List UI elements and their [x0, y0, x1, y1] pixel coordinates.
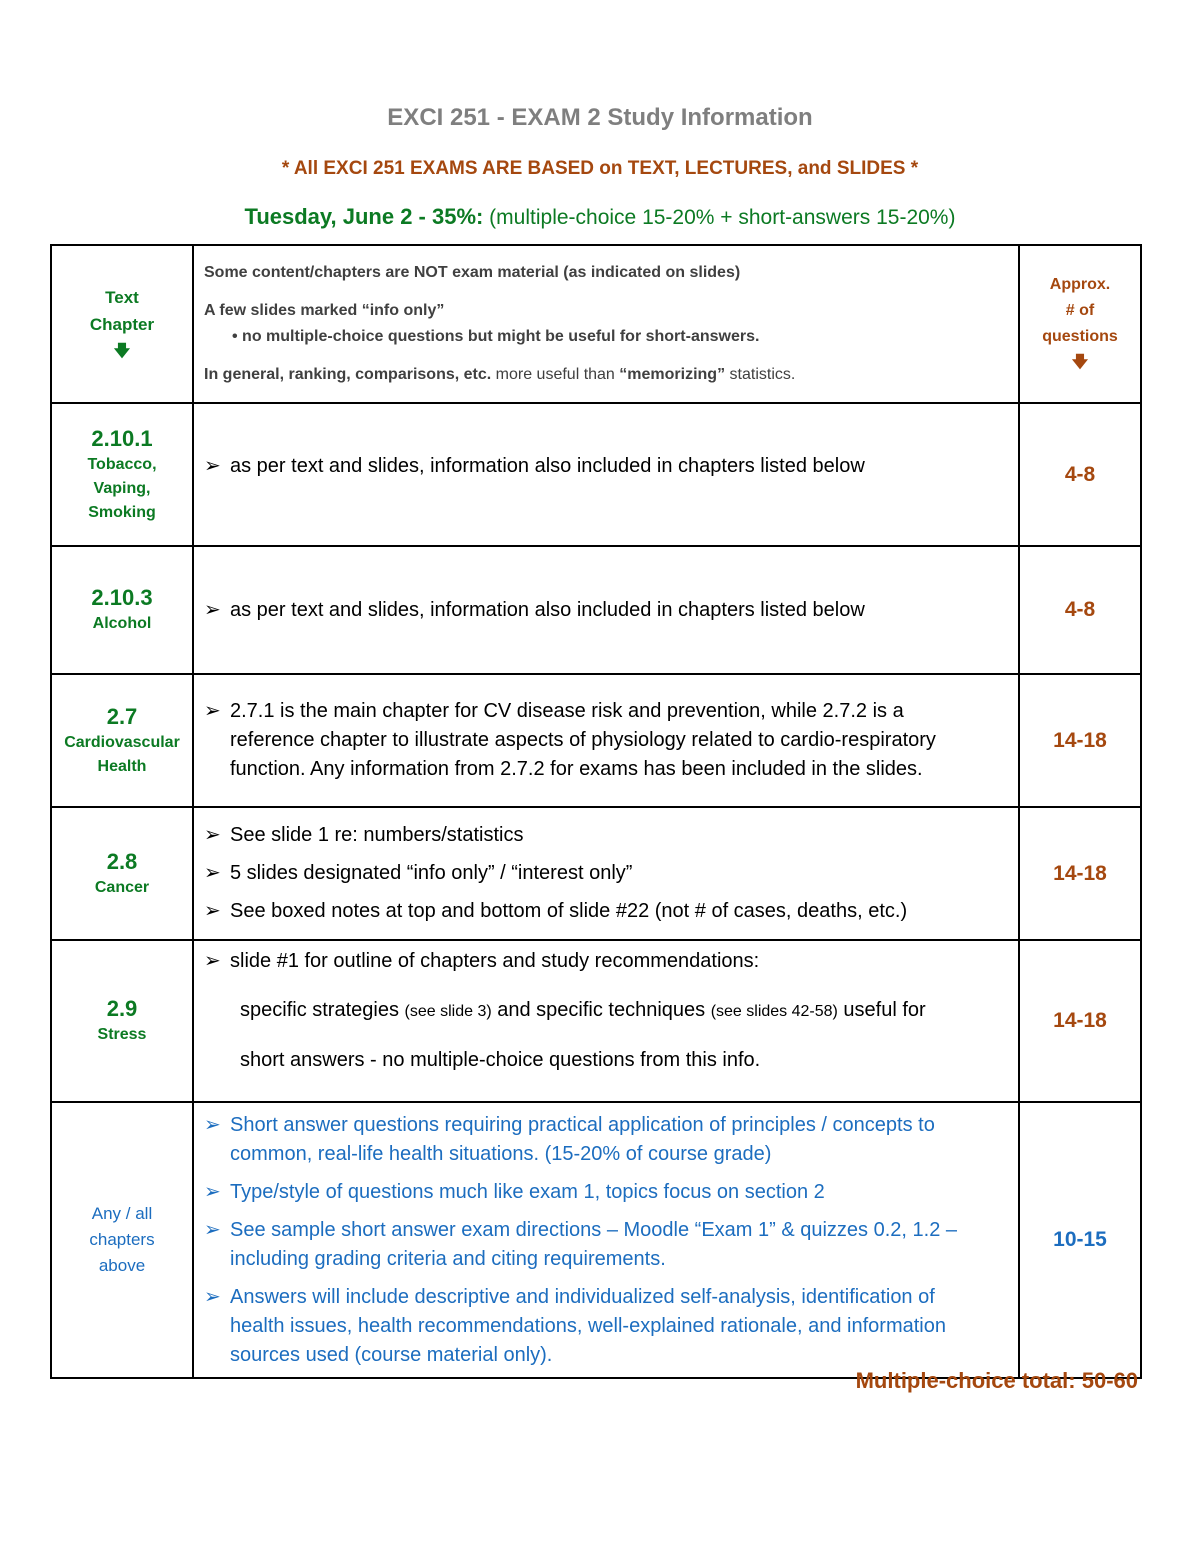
study-notes-cell — [193, 807, 1019, 940]
study-table — [50, 244, 1142, 1379]
study-note-part: and specific techniques — [491, 999, 711, 1021]
chapter-name: Tobacco, — [87, 455, 157, 473]
study-note: See sample short answer exam directions – Moodle “Exam 1” & quizzes 0.2, 1.2 – — [230, 1218, 958, 1241]
note-ranking-part: “memorizing” — [619, 366, 726, 383]
table-row — [51, 546, 1141, 674]
chapter-number: 2.10.1 — [91, 425, 153, 451]
chapter-cell — [51, 403, 193, 546]
study-note: See slide 1 re: numbers/statistics — [230, 824, 524, 846]
question-count: 14-18 — [1019, 807, 1141, 940]
exam-date: Tuesday, June 2 - 35%: — [244, 204, 484, 229]
header-approx-label: Approx. — [1049, 276, 1111, 293]
chapter-number: 2.8 — [106, 848, 138, 874]
study-note: 5 slides designated “info only” / “interest only” — [230, 862, 633, 884]
study-note: Answers will include descriptive and individualized self-analysis, identification of — [230, 1285, 935, 1308]
study-note-part: specific strategies — [240, 999, 405, 1021]
bullet-arrow-icon: ➢ — [204, 1285, 221, 1308]
note-ranking-part: statistics. — [725, 366, 796, 383]
question-count: 14-18 — [1019, 940, 1141, 1102]
chapter-cell — [51, 940, 193, 1102]
page-title: EXCI 251 - EXAM 2 Study Information — [387, 104, 813, 131]
study-note: 2.7.1 is the main chapter for CV disease risk and prevention, while 2.7.2 is a — [230, 700, 904, 722]
chapter-name: Health — [97, 757, 147, 775]
note-ranking — [204, 362, 1018, 388]
study-notes-cell — [193, 940, 1019, 1102]
table-row — [51, 940, 1141, 1102]
note-ranking-part: more useful than — [491, 366, 620, 383]
header-chapter-label: Chapter — [89, 314, 155, 334]
study-note-part: (see slide 3) — [404, 1003, 492, 1020]
header-chapter-cell — [51, 245, 193, 403]
question-count: 4-8 — [1019, 546, 1141, 674]
chapter-name: Any / all — [91, 1204, 153, 1223]
study-notes-cell — [193, 1102, 1019, 1378]
chapter-cell — [51, 1102, 193, 1378]
header-text-label: Text — [105, 287, 139, 307]
study-note-part: useful for — [837, 999, 926, 1021]
bullet-arrow-icon: ➢ — [204, 455, 221, 477]
multiple-choice-total: Multiple-choice total: 50-60 — [855, 1368, 1138, 1393]
chapter-number: 2.10.3 — [91, 585, 153, 610]
bullet-arrow-icon: ➢ — [204, 700, 221, 722]
table-row — [51, 403, 1141, 546]
study-note: as per text and slides, information also included in chapters listed below — [230, 455, 865, 477]
question-count: 14-18 — [1019, 674, 1141, 807]
bullet-arrow-icon: ➢ — [204, 1218, 221, 1241]
study-notes-cell — [193, 674, 1019, 807]
study-note: sources used (course material only). — [230, 1343, 553, 1366]
study-note: function. Any information from 2.7.2 for exams has been included in the slides. — [230, 758, 923, 780]
chapter-name: Alcohol — [92, 615, 152, 632]
exam-weighting: (multiple-choice 15-20% + short-answers 15-20%) — [483, 206, 956, 229]
chapter-number: 2.9 — [106, 996, 138, 1021]
arrow-down-icon: 🡇 — [113, 342, 131, 360]
chapter-name: Smoking — [88, 503, 156, 521]
question-count: 4-8 — [1019, 403, 1141, 546]
table-row — [51, 807, 1141, 940]
study-note: as per text and slides, information also included in chapters listed below — [230, 598, 865, 621]
bullet-arrow-icon: ➢ — [204, 950, 221, 972]
bullet-arrow-icon: ➢ — [204, 1180, 221, 1203]
study-note — [204, 996, 1010, 1026]
chapter-cell — [51, 807, 193, 940]
study-notes-cell — [193, 403, 1019, 546]
chapter-name: Stress — [97, 1026, 147, 1043]
note-info-only: A few slides marked “info only” — [204, 302, 445, 319]
note-not-exam-material: Some content/chapters are NOT exam material (as indicated on slides) — [204, 264, 741, 281]
study-note: See boxed notes at top and bottom of slide #22 (not # of cases, deaths, etc.) — [230, 900, 908, 922]
chapter-name: Vaping, — [93, 479, 151, 497]
chapter-cell — [51, 546, 193, 674]
chapter-name: Cardiovascular — [64, 733, 180, 751]
arrow-down-icon: 🡇 — [1071, 354, 1089, 371]
question-count: 10-15 — [1019, 1102, 1141, 1378]
page-subtitle: * All EXCI 251 EXAMS ARE BASED on TEXT, LECTURES, and SLIDES * — [281, 158, 919, 179]
chapter-number: 2.7 — [106, 703, 138, 729]
header-questions-label: questions — [1042, 328, 1118, 345]
header-of-label: # of — [1065, 302, 1095, 319]
table-row — [51, 1102, 1141, 1378]
chapter-name: Cancer — [94, 878, 150, 896]
bullet-arrow-icon: ➢ — [204, 824, 221, 846]
exam-date-line — [0, 204, 1200, 230]
study-note: short answers - no multiple-choice questions from this info. — [240, 1049, 761, 1071]
study-note: Short answer questions requiring practical application of principles / concepts to — [230, 1113, 935, 1136]
bullet-arrow-icon: ➢ — [204, 900, 221, 922]
header-questions-cell — [1019, 245, 1141, 403]
study-notes-cell — [193, 546, 1019, 674]
table-row — [51, 674, 1141, 807]
header-notes-cell — [193, 245, 1019, 403]
chapter-cell — [51, 674, 193, 807]
chapter-name: chapters — [89, 1230, 155, 1249]
note-info-only-detail: • no multiple-choice questions but might be useful for short-answers. — [232, 328, 760, 345]
chapter-name: above — [98, 1256, 146, 1275]
bullet-arrow-icon: ➢ — [204, 598, 221, 621]
study-note: including grading criteria and citing requirements. — [230, 1247, 666, 1270]
bullet-arrow-icon: ➢ — [204, 862, 221, 884]
note-ranking-part: In general, ranking, comparisons, etc. — [204, 366, 492, 383]
study-note: common, real-life health situations. (15-20% of course grade) — [230, 1142, 772, 1165]
study-note: health issues, health recommendations, well-explained rationale, and information — [230, 1314, 946, 1337]
study-note: reference chapter to illustrate aspects of physiology related to cardio-respiratory — [230, 729, 936, 751]
study-note-part: (see slides 42-58) — [710, 1003, 838, 1020]
study-note: slide #1 for outline of chapters and study recommendations: — [230, 950, 760, 972]
bullet-arrow-icon: ➢ — [204, 1113, 221, 1136]
study-note: Type/style of questions much like exam 1, topics focus on section 2 — [230, 1180, 825, 1203]
header-row — [51, 245, 1141, 403]
